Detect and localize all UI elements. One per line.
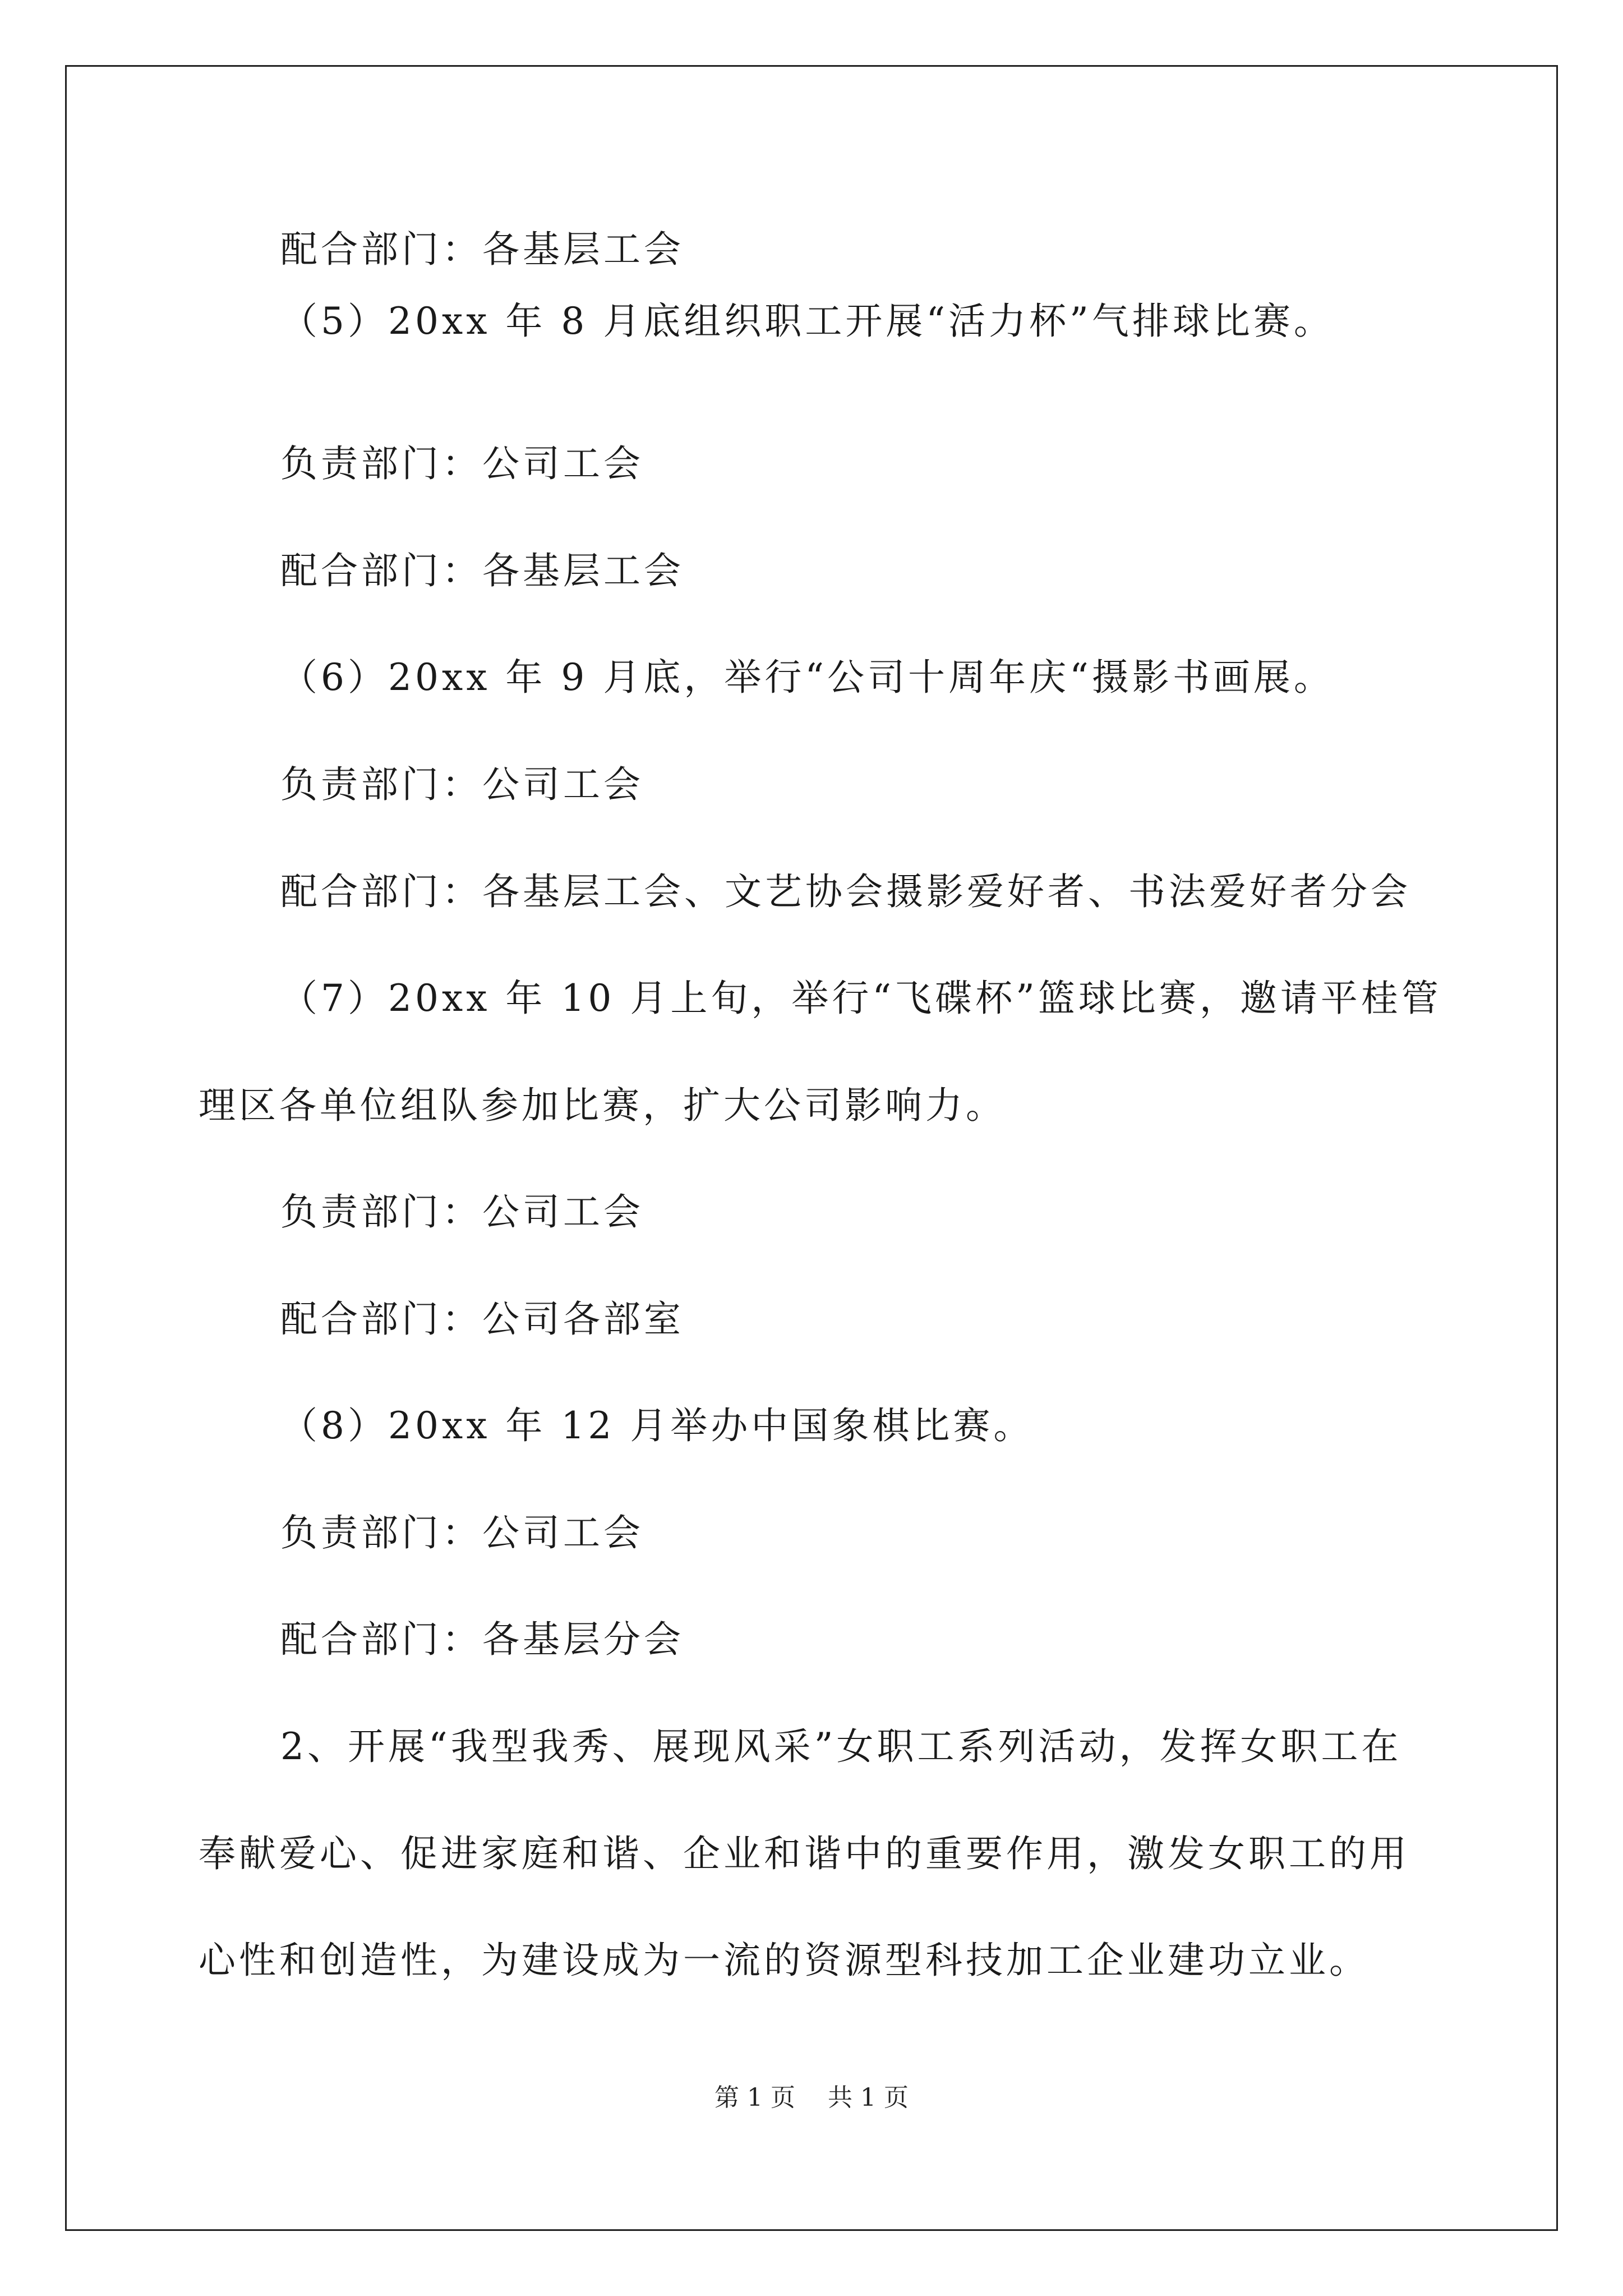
text-line: 负责部门：公司工会 xyxy=(280,442,644,485)
page-border xyxy=(65,65,1558,2231)
text-line: （7）20xx 年 10 月上旬，举行“飞碟杯”篮球比赛，邀请平桂管 xyxy=(280,977,1442,1020)
text-line: 配合部门：公司各部室 xyxy=(280,1297,684,1341)
text-line: 配合部门：各基层工会 xyxy=(280,549,684,592)
page-number: 第 1 页 xyxy=(714,2083,795,2112)
text-line: 负责部门：公司工会 xyxy=(280,763,644,806)
text-line: （8）20xx 年 12 月举办中国象棋比赛。 xyxy=(280,1404,1034,1447)
text-line: （5）20xx 年 8 月底组织职工开展“活力杯”气排球比赛。 xyxy=(280,300,1334,343)
text-line: 奉献爱心、促进家庭和谐、企业和谐中的重要作用，激发女职工的用 xyxy=(199,1832,1410,1875)
text-line: 配合部门：各基层分会 xyxy=(280,1618,684,1661)
text-line: 理区各单位组队参加比赛，扩大公司影响力。 xyxy=(199,1084,1006,1127)
text-line: 配合部门：各基层工会 xyxy=(280,228,684,271)
text-line: 配合部门：各基层工会、文艺协会摄影爱好者、书法爱好者分会 xyxy=(280,870,1411,913)
text-line: 负责部门：公司工会 xyxy=(280,1511,644,1554)
text-line: 2、开展“我型我秀、展现风采”女职工系列活动，发挥女职工在 xyxy=(280,1725,1402,1768)
text-line: 负责部门：公司工会 xyxy=(280,1190,644,1234)
text-line: 心性和创造性，为建设成为一流的资源型科技加工企业建功立业。 xyxy=(199,1939,1370,1982)
page-total: 共 1 页 xyxy=(828,2083,909,2112)
text-line: （6）20xx 年 9 月底，举行“公司十周年庆“摄影书画展。 xyxy=(280,656,1334,699)
page-footer xyxy=(0,2081,1623,2115)
